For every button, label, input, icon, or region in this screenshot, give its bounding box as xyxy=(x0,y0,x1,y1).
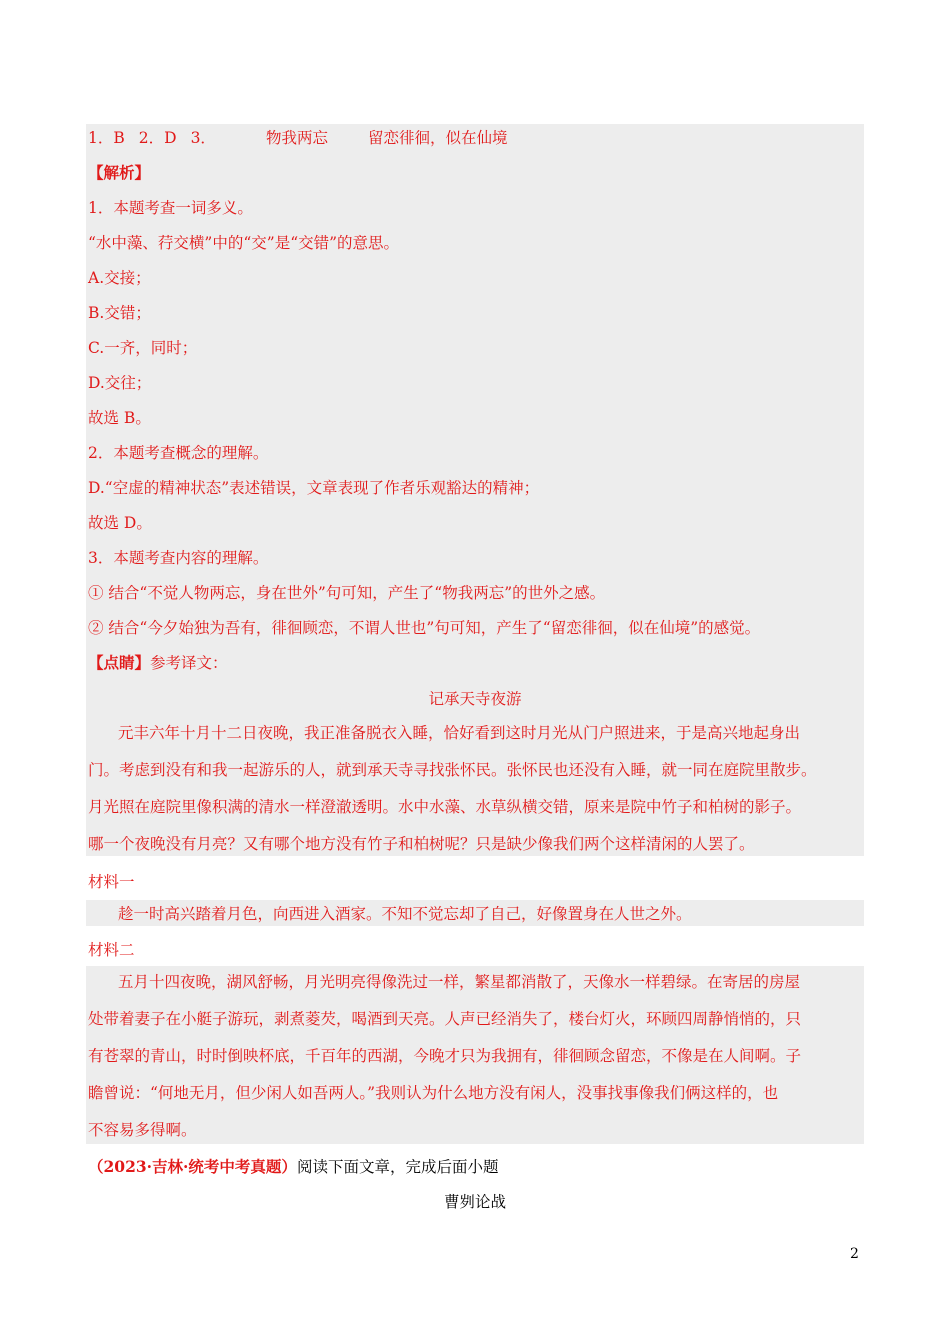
dianjing-label: 【点睛】 xyxy=(88,653,151,672)
translation-line-3: 月光照在庭院里像积满的清水一样澄澈透明。水中水藻、水草纵横交错，原来是院中竹子和柏树的影子。 xyxy=(88,798,802,816)
material2-line-5: 不容易多得啊。 xyxy=(88,1121,197,1139)
answer-1: 1．B xyxy=(88,129,125,147)
material2-line-3: 有苍翠的青山，时时倒映杯底，千百年的西湖，今晚才只为我拥有，徘徊顾念留恋，不像是在人间啊。子 xyxy=(88,1047,802,1065)
q3-point-2: ② 结合“今夕始独为吾有，徘徊顾恋，不谓人世也”句可知，产生了“留恋徘徊，似在仙境”的感觉。 xyxy=(88,619,761,637)
next-article-title: 曹刿论战 xyxy=(443,1193,506,1211)
analysis-header: 【解析】 xyxy=(88,163,151,182)
q1-option-a: A.交接； xyxy=(88,269,151,287)
next-question-line xyxy=(88,1156,498,1178)
material2-label: 材料二 xyxy=(88,941,135,959)
q1-option-c: C.一齐，同时； xyxy=(88,339,198,357)
translation-line-2: 门。考虑到没有和我一起游乐的人，就到承天寺寻找张怀民。张怀民也还没有入睡，就一同在庭院里散步。 xyxy=(88,761,817,779)
material2-line-4: 瞻曾说：“何地无月，但少闲人如吾两人。”我则认为什么地方没有闲人，没事找事像我们俩这样的，也 xyxy=(88,1084,779,1102)
q2-conclusion: 故选 D。 xyxy=(88,514,152,532)
material2-line-1: 五月十四夜晚，湖风舒畅，月光明亮得像洗过一样，繁星都消散了，天像水一样碧绿。在寄居的房屋 xyxy=(118,973,801,991)
material1-text: 趁一时高兴踏着月色，向西进入酒家。不知不觉忘却了自己，好像置身在人世之外。 xyxy=(118,905,692,923)
q1-intro: 1．本题考查一词多义。 xyxy=(88,199,253,217)
translation-line-1: 元丰六年十月十二日夜晚，我正准备脱衣入睡，恰好看到这时月光从门户照进来，于是高兴地起身出 xyxy=(118,724,801,742)
material2-line-2: 处带着妻子在小艇子游玩，剥煮菱芡，喝酒到天亮。人声已经消失了，楼台灯火，环顾四周静悄悄的，只 xyxy=(88,1010,802,1028)
answer-line xyxy=(88,127,507,149)
answer-3-part1: 物我两忘 xyxy=(265,129,328,147)
q1-stem: “水中藻、荇交横”中的“交”是“交错”的意思。 xyxy=(88,234,400,252)
dianjing-line xyxy=(88,652,228,674)
q3-intro: 3．本题考查内容的理解。 xyxy=(88,549,269,567)
answer-2: 2．D xyxy=(138,129,177,147)
material1-label: 材料一 xyxy=(88,873,135,891)
translation-line-4: 哪一个夜晚没有月亮？又有哪个地方没有竹子和柏树呢？只是缺少像我们两个这样清闲的人罢了。 xyxy=(88,835,755,853)
next-question-text: 阅读下面文章，完成后面小题 xyxy=(296,1158,499,1176)
q1-option-b: B.交错； xyxy=(88,304,151,322)
answer-3-part2: 留恋徘徊，似在仙境 xyxy=(367,129,508,147)
next-question-source: （2023·吉林·统考中考真题） xyxy=(88,1157,297,1176)
q3-point-1: ① 结合“不觉人物两忘，身在世外”句可知，产生了“物我两忘”的世外之感。 xyxy=(88,584,606,602)
answer-3: 3． xyxy=(190,129,216,147)
q2-stem: D.“空虚的精神状态”表述错误，文章表现了作者乐观豁达的精神； xyxy=(88,479,540,497)
page-number: 2 xyxy=(850,1246,859,1262)
q1-option-d: D.交往； xyxy=(88,374,152,392)
dianjing-text: 参考译文： xyxy=(150,654,228,672)
translation-title: 记承天寺夜游 xyxy=(428,690,522,708)
q2-intro: 2．本题考查概念的理解。 xyxy=(88,444,269,462)
q1-conclusion: 故选 B。 xyxy=(88,409,151,427)
